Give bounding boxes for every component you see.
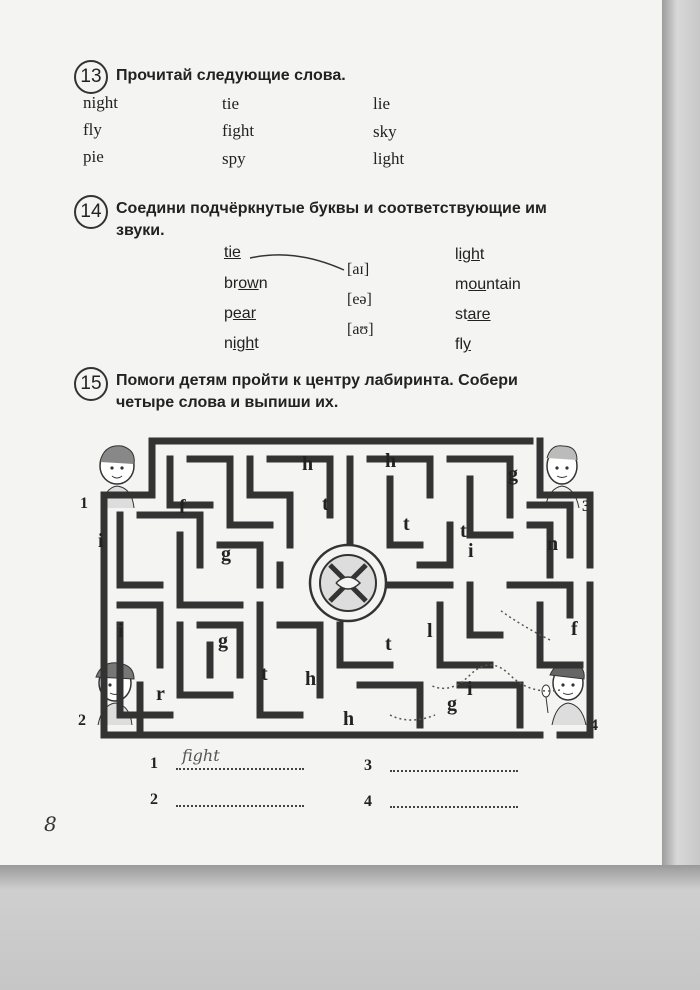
match-word-right[interactable]: light — [455, 246, 485, 263]
maze-letter: n — [547, 533, 559, 555]
connecting-line — [248, 250, 348, 280]
maze-letter: t — [261, 663, 268, 685]
sound-symbol[interactable]: [aʊ] — [347, 321, 374, 338]
match-word-left[interactable]: pear — [224, 305, 257, 322]
word-list-item: fight — [222, 121, 255, 140]
sound-symbol[interactable]: [eə] — [347, 291, 372, 308]
maze-letter: r — [156, 683, 165, 705]
answer-number-4: 4 — [364, 793, 372, 810]
maze-letter: i — [467, 678, 473, 700]
answer-number-2: 2 — [150, 791, 158, 808]
maze-letter: h — [385, 450, 397, 472]
answer-1-handwritten: fight — [182, 746, 220, 765]
child-label-2: 2 — [78, 712, 86, 729]
maze-letter: i — [98, 530, 104, 552]
maze-letter: i — [468, 540, 474, 562]
word-list-item: fly — [83, 120, 102, 139]
match-word-right[interactable]: stare — [455, 306, 491, 323]
word-list-item: tie — [222, 94, 239, 113]
match-word-right[interactable]: fly — [455, 336, 471, 353]
word-list-item: night — [83, 93, 118, 112]
task-14-header — [74, 195, 586, 242]
word-list-item: sky — [373, 122, 397, 141]
maze-letter: g — [447, 693, 457, 715]
word-list-item: pie — [83, 147, 104, 166]
maze-letter: g — [221, 543, 231, 565]
maze — [90, 435, 600, 740]
match-word-left[interactable]: night — [224, 335, 259, 352]
task-number-15: 15 — [74, 367, 108, 401]
maze-letter: g — [218, 630, 228, 652]
match-word-left[interactable]: brown — [224, 275, 268, 292]
maze-letter: h — [302, 453, 314, 475]
maze-letter: f — [571, 618, 578, 640]
maze-letter: h — [343, 708, 355, 730]
page-edge-shadow — [662, 0, 700, 870]
maze-letter: g — [508, 463, 518, 485]
maze-letter: t — [403, 513, 410, 535]
task-15-header — [74, 367, 536, 414]
task-15-instruction: Помоги детям пройти к центру лабиринта. Собери четыре слова и выпиши их. — [116, 372, 518, 411]
answer-number-3: 3 — [364, 757, 372, 774]
child-label-1: 1 — [80, 495, 88, 512]
child-label-4: 4 — [590, 717, 598, 734]
task-number-14: 14 — [74, 195, 108, 229]
answer-field-1[interactable] — [176, 768, 304, 770]
child-label-3: 3 — [582, 498, 590, 515]
maze-letter: t — [460, 520, 467, 542]
answer-field-4[interactable] — [390, 806, 518, 808]
maze-letter: h — [305, 668, 317, 690]
task-14-instruction: Соедини подчёркнутые буквы и соответствующие им звуки. — [116, 200, 547, 239]
answer-field-2[interactable] — [176, 805, 304, 807]
maze-letter: f — [179, 496, 186, 518]
match-word-right[interactable]: mountain — [455, 276, 521, 293]
word-list-item: lie — [373, 94, 390, 113]
word-list-item: spy — [222, 149, 246, 168]
sound-symbol[interactable]: [aɪ] — [347, 261, 370, 278]
maze-letter: t — [385, 633, 392, 655]
match-word-left[interactable]: tie — [224, 244, 241, 261]
word-list-item: light — [373, 149, 405, 168]
maze-letter: i — [118, 620, 124, 642]
maze-letter: l — [427, 620, 433, 642]
answer-number-1: 1 — [150, 755, 158, 772]
scan-background — [0, 865, 700, 990]
page-number: 8 — [44, 812, 57, 836]
maze-letter: t — [322, 493, 329, 515]
task-13-header — [74, 60, 596, 94]
answer-field-3[interactable] — [390, 770, 518, 772]
task-13-instruction: Прочитай следующие слова. — [116, 67, 346, 84]
task-number-13: 13 — [74, 60, 108, 94]
